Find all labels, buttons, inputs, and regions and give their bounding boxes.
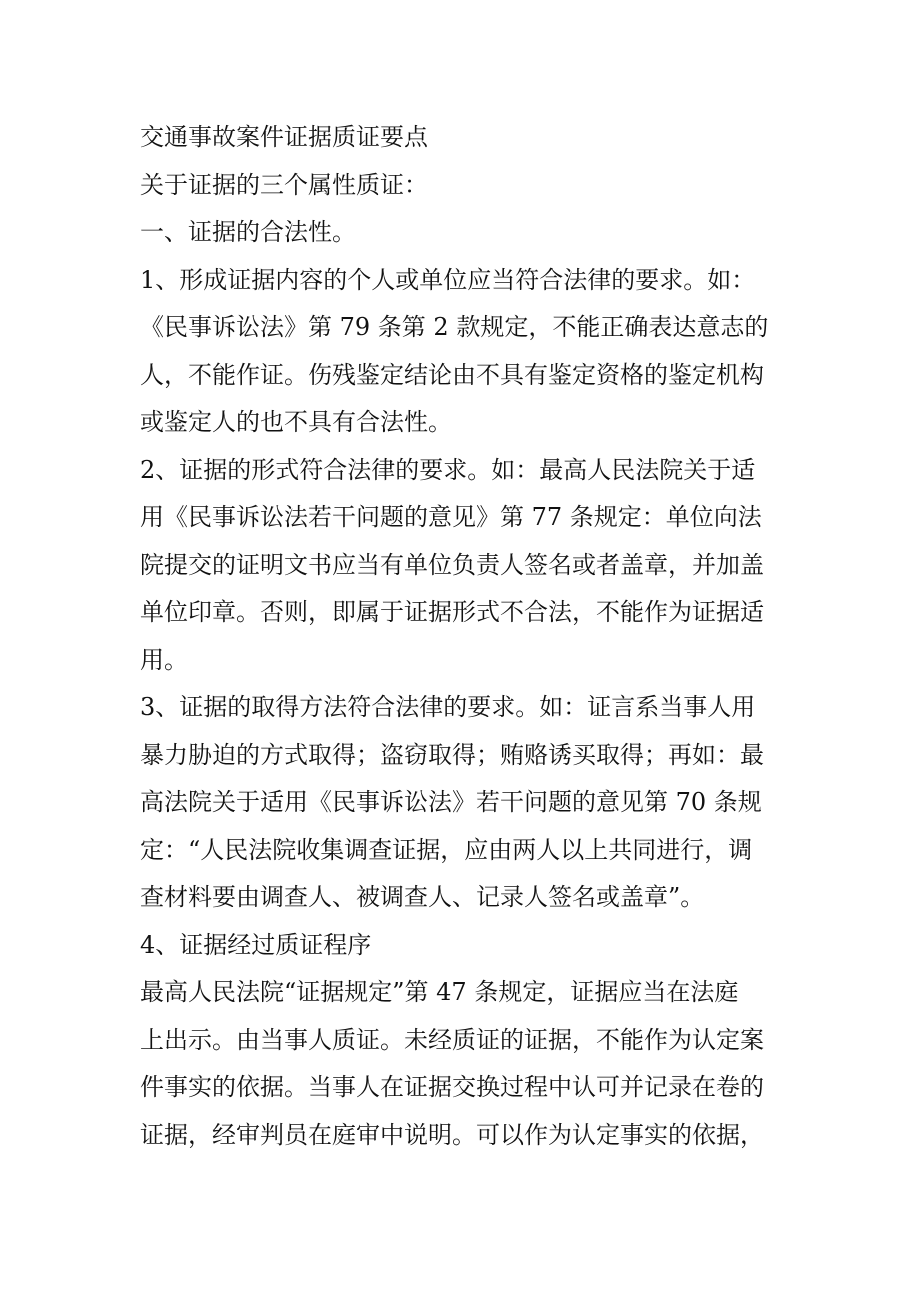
document-title: 交通事故案件证据质证要点 [140, 123, 428, 151]
paragraph-line: 件事实的依据。当事人在证据交换过程中认可并记录在卷的 [140, 1073, 764, 1101]
paragraph-line: 1、形成证据内容的个人或单位应当符合法律的要求。如： [140, 265, 756, 294]
paragraph-line: 《民事诉讼法》第 79 条第 2 款规定，不能正确表达意志的 [140, 313, 769, 341]
paragraph-line: 最高人民法院“证据规定”第 47 条规定，证据应当在法庭 [140, 978, 739, 1006]
paragraph-line: 高法院关于适用《民事诉讼法》若干问题的意见第 70 条规 [140, 788, 762, 816]
paragraph-line: 上出示。由当事人质证。未经质证的证据，不能作为认定案 [140, 1025, 764, 1054]
paragraph-line: 院提交的证明文书应当有单位负责人签名或者盖章，并加盖 [140, 550, 764, 579]
paragraph-line: 3、证据的取得方法符合法律的要求。如：证言系当事人用 [140, 693, 756, 721]
paragraph-line: 用《民事诉讼法若干问题的意见》第 77 条规定：单位向法 [140, 503, 762, 531]
paragraph-line: 定：“人民法院收集调查证据，应由两人以上共同进行，调 [140, 835, 753, 864]
document-body [140, 114, 790, 1159]
paragraph-line: 用。 [140, 645, 188, 674]
paragraph-line: 查材料要由调查人、被调查人、记录人签名或盖章”。 [140, 883, 705, 911]
paragraph-line: 人，不能作证。伤残鉴定结论由不具有鉴定资格的鉴定机构 [140, 360, 764, 389]
paragraph-line: 2、证据的形式符合法律的要求。如：最高人民法院关于适 [140, 455, 756, 484]
paragraph-line: 或鉴定人的也不具有合法性。 [140, 408, 452, 436]
paragraph-line: 暴力胁迫的方式取得；盗窃取得；贿赂诱买取得；再如：最 [140, 740, 764, 769]
paragraph-line: 证据，经审判员在庭审中说明。可以作为认定事实的依据， [140, 1120, 764, 1149]
section-heading-legality: 一、证据的合法性。 [140, 218, 356, 246]
paragraph-line: 单位印章。否则，即属于证据形式不合法，不能作为证据适 [140, 598, 764, 626]
section-intro: 关于证据的三个属性质证： [140, 170, 428, 199]
paragraph-line: 4、证据经过质证程序 [140, 930, 372, 959]
